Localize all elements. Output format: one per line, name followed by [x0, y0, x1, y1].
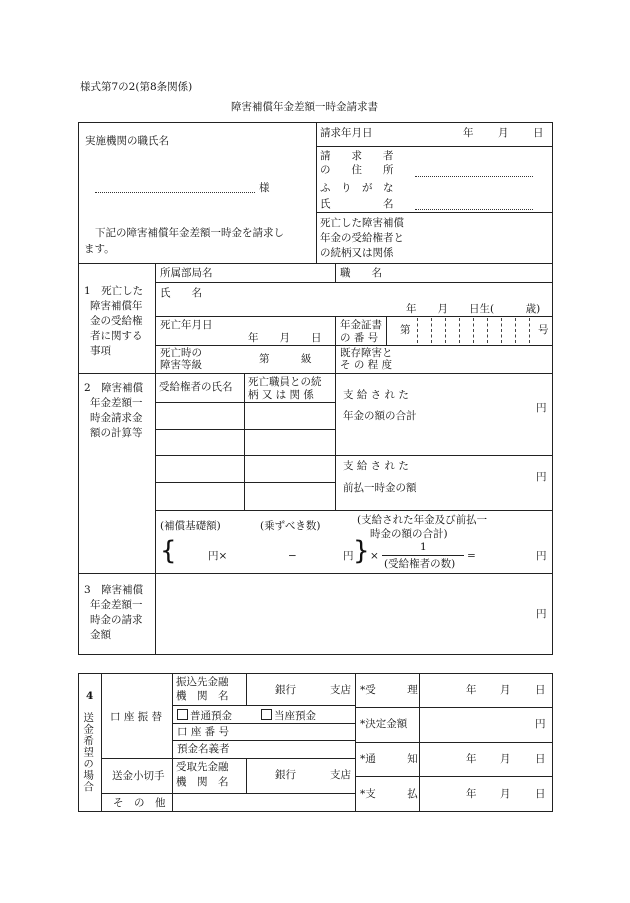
cert-digit-separator: [501, 318, 502, 343]
divider: [155, 345, 553, 346]
divider: [335, 316, 336, 373]
cert-digit-separator: [417, 318, 418, 343]
col-relation: 柄 又 は 関 係: [248, 389, 314, 401]
section1-title: 1 死亡した: [84, 285, 144, 297]
formula-denominator: (受給権者の数): [384, 558, 456, 570]
divider: [101, 673, 102, 812]
divider: [355, 707, 553, 708]
yen-unit: 円: [536, 608, 547, 620]
recv-bank-label: 機 関 名: [176, 776, 229, 788]
divider: [386, 316, 387, 345]
divider: [78, 263, 553, 264]
ordinary-deposit-option[interactable]: [177, 709, 232, 722]
section3-title: 金額: [90, 629, 111, 641]
paid-pension-label: 支 給 さ れ た: [343, 389, 409, 401]
dept-label: 所属部局名: [160, 267, 213, 279]
divider: [155, 482, 335, 483]
transfer-label: 口 座 振 替: [110, 711, 163, 723]
day-label: 日: [535, 753, 546, 765]
other-label: そ の 他: [113, 797, 166, 809]
year-label: 年: [463, 127, 474, 139]
bank-suffix: 銀行: [275, 684, 296, 696]
cert-digit-separator: [487, 318, 488, 343]
cert-label: の 番 号: [340, 332, 379, 344]
divider: [155, 510, 553, 511]
formula-yen-times: 円×: [208, 550, 228, 562]
check-label: 送金小切手: [112, 770, 165, 782]
year-label: 年: [466, 684, 477, 696]
divider: [246, 673, 247, 705]
formula-multiplier: (乗ずべき数): [260, 520, 321, 532]
divider: [172, 723, 355, 724]
day-label: 日: [533, 127, 544, 139]
ordinary-label: 普通預金: [190, 710, 232, 722]
month-label: 月: [500, 753, 511, 765]
decision-amount-label: *決定金額: [360, 718, 408, 730]
section1-title: 者に関する: [90, 330, 143, 342]
col-beneficiary-name: 受給権者の氏名: [159, 381, 233, 393]
cert-digit-separator: [431, 318, 432, 343]
month-label: 月: [498, 127, 509, 139]
bank-suffix: 銀行: [275, 769, 296, 781]
grade-value: 第 級: [259, 353, 312, 365]
bank-label: 機 関 名: [176, 690, 229, 702]
divider: [155, 316, 553, 317]
divider: [101, 758, 355, 759]
divider: [355, 742, 553, 743]
formula-sum: 時金の額の合計): [370, 528, 448, 540]
divider: [316, 122, 317, 263]
divider: [244, 373, 245, 510]
notice-label: *通 知: [360, 753, 418, 765]
formula-numerator: 1: [420, 541, 427, 553]
divider: [172, 705, 355, 706]
agency-head-label: 実施機関の職氏名: [85, 135, 169, 147]
cert-digit-separator: [529, 318, 530, 343]
recv-bank-label: 受取先金融: [176, 761, 229, 773]
formula-minus: −: [288, 550, 297, 562]
cert-digit-separator: [473, 318, 474, 343]
right-brace: }: [353, 536, 370, 566]
cert-digit-separator: [515, 318, 516, 343]
divider: [246, 758, 247, 793]
relation-label: 年金の受給権者と: [320, 232, 404, 244]
name-line[interactable]: [415, 209, 533, 210]
section3-title: 3 障害補償: [84, 584, 144, 596]
year-label: 年: [466, 753, 477, 765]
day-label: 日: [535, 788, 546, 800]
divider: [155, 429, 335, 430]
divider: [155, 263, 156, 655]
advance-label: 支 給 さ れ た: [343, 460, 409, 472]
month-label: 月: [500, 788, 511, 800]
honorific: 様: [259, 182, 270, 194]
section1-title: 金の受給権: [90, 315, 143, 327]
yen-unit: 円: [536, 550, 547, 562]
section3-title: 時金の請求: [90, 614, 143, 626]
cert-label: 年金証書: [340, 319, 382, 331]
ordinary-checkbox[interactable]: [177, 709, 188, 720]
name-label: 氏 名: [320, 198, 394, 210]
yen-unit: 円: [535, 718, 546, 730]
formula-sum: (支給された年金及び前払一: [357, 514, 488, 526]
grade-label: 障害等級: [160, 359, 202, 371]
furigana-label: ふ り が な: [320, 182, 394, 194]
divider: [172, 740, 355, 741]
divider: [155, 455, 553, 456]
advance-label: 前払一時金の額: [343, 482, 417, 494]
account-number-label: 口 座 番 号: [177, 726, 230, 738]
yen-unit: 円: [536, 471, 547, 483]
request-date-label: 請求年月日: [320, 127, 373, 139]
relation-label: の続柄又は関係: [320, 247, 394, 259]
form-number: 様式第7の2(第8条関係): [80, 81, 193, 93]
formula-times: ×: [370, 550, 379, 562]
cert-prefix: 第: [400, 324, 411, 336]
bank-label: 振込先金融: [176, 676, 229, 688]
cert-digit-separator: [459, 318, 460, 343]
divider: [335, 373, 336, 510]
section2-title: 額の計算等: [90, 427, 143, 439]
address-line[interactable]: [415, 176, 533, 177]
current-label: 当座預金: [274, 710, 316, 722]
request-text: ます。: [84, 243, 115, 255]
receipt-label: *受 理: [360, 684, 418, 696]
birth-date: 年 月 日生( 歳): [406, 303, 541, 315]
branch-suffix: 支店: [330, 684, 351, 696]
agency-head-line[interactable]: [95, 192, 255, 193]
cert-digit-separator: [445, 318, 446, 343]
section3-title: 年金差額一: [90, 599, 143, 611]
divider: [101, 793, 355, 794]
section4-label: 送金希望の場合: [82, 712, 95, 793]
section2-title: 時金請求金: [90, 412, 143, 424]
divider: [316, 212, 553, 213]
fraction-bar: [382, 555, 464, 556]
section2-title: 年金差額一: [90, 397, 143, 409]
existing-label: そ の 程 度: [340, 359, 393, 371]
account-holder-label: 預金名義者: [177, 743, 230, 755]
existing-label: 既存障害と: [340, 347, 393, 359]
claimant-label: 請 求 者: [320, 150, 394, 162]
current-checkbox[interactable]: [261, 709, 272, 720]
claimant-label: の 住 所: [320, 164, 394, 176]
divider: [155, 402, 335, 403]
section1-title: 事項: [90, 345, 111, 357]
current-deposit-option[interactable]: [261, 709, 316, 722]
day-label: 日: [535, 684, 546, 696]
death-date-value: 年 月 日: [248, 332, 322, 344]
death-date-label: 死亡年月日: [160, 319, 213, 331]
relation-label: 死亡した障害補償: [320, 217, 404, 229]
section2-title: 2 障害補償: [84, 382, 144, 394]
form-title: 障害補償年金差額一時金請求書: [231, 101, 378, 113]
position-label: 職 名: [340, 267, 382, 279]
formula-equals: =: [467, 550, 476, 562]
divider: [78, 373, 553, 374]
left-brace: {: [160, 536, 177, 566]
yen-unit: 円: [536, 402, 547, 414]
divider: [316, 146, 553, 147]
formula-base: (補償基礎額): [160, 520, 221, 532]
cert-suffix: 号: [538, 324, 549, 336]
deceased-name-label: 氏 名: [160, 287, 202, 299]
formula-yen: 円: [343, 550, 354, 562]
divider: [172, 673, 173, 812]
paid-pension-label: 年金の額の合計: [343, 410, 417, 422]
section4-number: 4: [86, 690, 94, 702]
payment-label: *支 払: [360, 788, 418, 800]
grade-label: 死亡時の: [160, 347, 202, 359]
divider: [335, 263, 336, 282]
year-label: 年: [466, 788, 477, 800]
col-relation: 死亡職員との続: [248, 376, 322, 388]
divider: [355, 776, 553, 777]
divider: [155, 282, 553, 283]
branch-suffix: 支店: [330, 769, 351, 781]
request-text: 下記の障害補償年金差額一時金を請求し: [95, 227, 284, 239]
divider: [78, 573, 553, 574]
section1-title: 障害補償年: [90, 300, 143, 312]
month-label: 月: [500, 684, 511, 696]
